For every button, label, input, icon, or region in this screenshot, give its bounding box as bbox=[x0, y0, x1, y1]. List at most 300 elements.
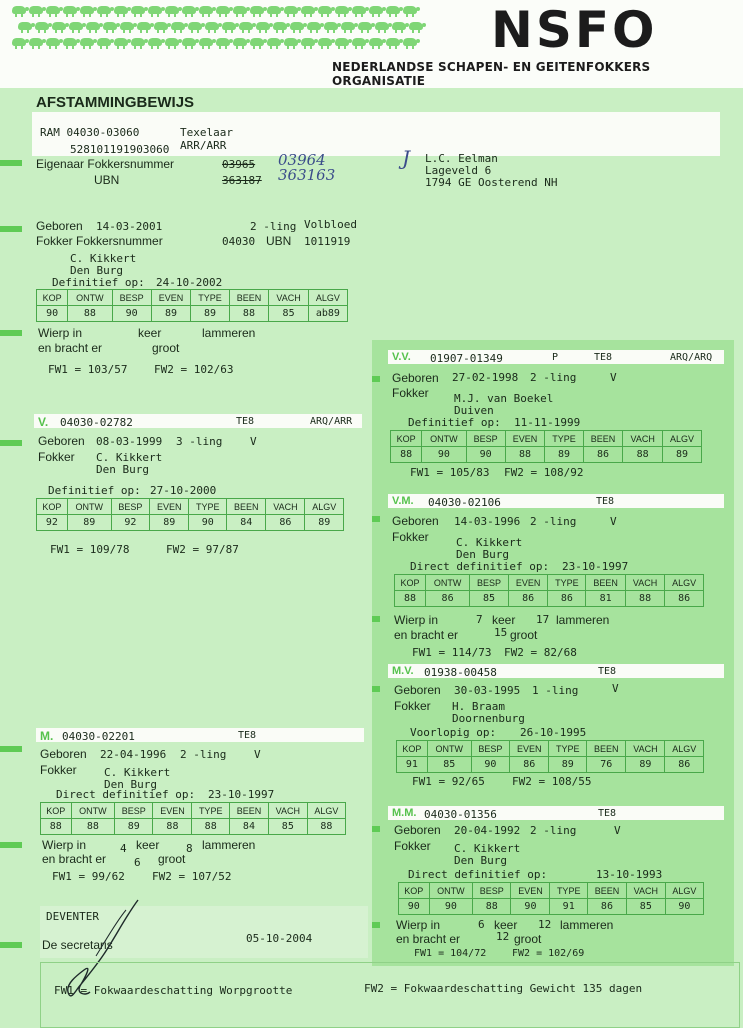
mm-groot-label: groot bbox=[514, 932, 542, 946]
vm-status: V bbox=[610, 515, 617, 528]
mother-keer-label: keer bbox=[136, 838, 160, 852]
mv-born-label: Geboren bbox=[394, 683, 441, 697]
score-header-cell: EVEN bbox=[151, 290, 191, 306]
mm-tag: M.M. bbox=[392, 807, 417, 819]
mother-tag: M. bbox=[40, 729, 54, 743]
litter-size: 2 -ling bbox=[250, 220, 297, 233]
vv-breeder-place: Duiven bbox=[454, 404, 494, 417]
vv-breeder-label: Fokker bbox=[392, 386, 429, 400]
mm-breeder-label: Fokker bbox=[394, 839, 431, 853]
score-value-cell: 90 bbox=[466, 447, 505, 463]
score-header-cell: ONTW bbox=[68, 290, 112, 306]
score-value-cell: 76 bbox=[587, 757, 626, 773]
score-value-cell: 89 bbox=[67, 515, 111, 531]
score-header-cell: TYPE bbox=[550, 883, 587, 899]
breeder-name: C. Kikkert bbox=[70, 252, 137, 265]
score-header-cell: BEEN bbox=[586, 575, 626, 591]
mother-breeder-label: Fokker bbox=[40, 763, 77, 777]
score-header-cell: ALGV bbox=[662, 431, 701, 447]
mother-breeder-place: Den Burg bbox=[104, 778, 157, 791]
sheep-icon bbox=[18, 22, 32, 30]
mother-id: 04030-02201 bbox=[62, 730, 135, 743]
score-header-cell: ONTW bbox=[71, 803, 115, 819]
mm-bracht-groot: 12 bbox=[496, 930, 510, 943]
mm-wierp-lammeren: 12 bbox=[538, 918, 552, 931]
father-fw2: FW2 = 97/87 bbox=[166, 543, 239, 556]
score-header-cell: BESP bbox=[473, 883, 511, 899]
mother-status: V bbox=[254, 748, 261, 761]
vm-keer-label: keer bbox=[492, 613, 516, 627]
sheep-icon bbox=[12, 38, 26, 46]
mother-fw1: FW1 = 99/62 bbox=[52, 870, 125, 883]
breeder-ubn: 1011919 bbox=[304, 235, 351, 248]
vv-final-date: 11-11-1999 bbox=[514, 416, 581, 429]
score-header-cell: KOP bbox=[37, 499, 68, 515]
father-breed: TE8 bbox=[236, 416, 255, 427]
sheep-icon bbox=[80, 38, 94, 46]
sheep-icon bbox=[256, 22, 270, 30]
score-header-cell: BESP bbox=[115, 803, 153, 819]
row-marker bbox=[372, 686, 380, 692]
sheep-icon bbox=[171, 22, 185, 30]
score-header-cell: EVEN bbox=[508, 575, 548, 591]
organisation-name: NEDERLANDSE SCHAPEN- EN GEITENFOKKERS ORGANISATIE bbox=[332, 60, 651, 88]
score-value-cell: 89 bbox=[549, 757, 587, 773]
ubn-label: UBN bbox=[94, 173, 120, 187]
mv-breeder-label: Fokker bbox=[394, 699, 431, 713]
score-value-cell: 90 bbox=[37, 306, 68, 322]
score-value-cell: 86 bbox=[587, 899, 626, 915]
animal-scrapie: ARR/ARR bbox=[180, 139, 227, 152]
animal-sex-id: RAM 04030-03060 bbox=[40, 126, 140, 139]
fw2-legend: FW2 = Fokwaardeschatting Gewicht 135 dagen bbox=[364, 982, 643, 995]
score-header-cell: TYPE bbox=[189, 499, 227, 515]
sheep-icon bbox=[301, 6, 315, 14]
mother-wierp-keer: 4 bbox=[120, 842, 127, 855]
father-scrapie: ARQ/ARR bbox=[310, 416, 353, 427]
mother-breed: TE8 bbox=[238, 730, 257, 741]
sheep-icon bbox=[182, 38, 196, 46]
fw2-value: FW2 = 102/63 bbox=[154, 363, 234, 376]
vv-fw1: FW1 = 105/83 bbox=[410, 466, 490, 479]
sheep-icon bbox=[222, 22, 236, 30]
sheep-icon bbox=[199, 6, 213, 14]
score-header-cell: VACH bbox=[266, 499, 305, 515]
score-value-cell: 92 bbox=[37, 515, 68, 531]
sheep-icon bbox=[165, 38, 179, 46]
mm-final-date: 13-10-1993 bbox=[596, 868, 663, 881]
score-header-cell: ALGV bbox=[665, 575, 704, 591]
mm-fw1: FW1 = 104/72 bbox=[414, 948, 487, 959]
animal-life-number: 528101191903060 bbox=[70, 143, 170, 156]
vm-wierp-label: Wierp in bbox=[394, 613, 439, 627]
sheep-icon bbox=[63, 6, 77, 14]
vm-final-label: Direct definitief op: bbox=[410, 560, 550, 573]
mother-born-label: Geboren bbox=[40, 747, 87, 761]
vm-lammeren-label: lammeren bbox=[556, 613, 610, 627]
sheep-icon bbox=[29, 38, 43, 46]
mm-breeder-name: C. Kikkert bbox=[454, 842, 521, 855]
vv-breed: TE8 bbox=[594, 352, 613, 363]
mv-tag: M.V. bbox=[392, 665, 414, 677]
vm-fw1: FW1 = 114/73 bbox=[412, 646, 492, 659]
mv-score-table bbox=[396, 740, 704, 773]
vv-scrapie: ARQ/ARQ bbox=[670, 352, 713, 363]
score-value-cell: 89 bbox=[191, 306, 229, 322]
sheep-icon bbox=[86, 22, 100, 30]
vm-final-date: 23-10-1997 bbox=[562, 560, 629, 573]
mv-status: V bbox=[612, 682, 619, 695]
mother-litter: 2 -ling bbox=[180, 748, 227, 761]
sheep-icon bbox=[307, 22, 321, 30]
row-marker bbox=[0, 942, 22, 948]
sheep-row bbox=[12, 6, 417, 14]
sheep-icon bbox=[273, 22, 287, 30]
score-header-cell: KOP bbox=[41, 803, 72, 819]
final-label: Definitief op: bbox=[52, 276, 145, 289]
sheep-icon bbox=[120, 22, 134, 30]
vm-fw2: FW2 = 82/68 bbox=[504, 646, 577, 659]
final-date: 24-10-2002 bbox=[156, 276, 223, 289]
father-status: V bbox=[250, 435, 257, 448]
vm-wierp-lammeren: 17 bbox=[536, 613, 550, 626]
score-value-cell: 89 bbox=[150, 515, 189, 531]
score-value-cell: 88 bbox=[71, 819, 115, 835]
score-value-cell: 86 bbox=[508, 591, 548, 607]
mm-wierp-label: Wierp in bbox=[396, 918, 441, 932]
mv-final-date: 26-10-1995 bbox=[520, 726, 587, 739]
sheep-icon bbox=[369, 38, 383, 46]
fw1-value: FW1 = 103/57 bbox=[48, 363, 128, 376]
score-header-cell: BESP bbox=[111, 499, 150, 515]
sheep-row bbox=[18, 22, 423, 30]
score-value-cell: 88 bbox=[192, 819, 229, 835]
vv-born-date: 27-02-1998 bbox=[452, 371, 519, 384]
score-value-cell: 88 bbox=[391, 447, 422, 463]
mm-born-date: 20-04-1992 bbox=[454, 824, 521, 837]
vv-id: 01907-01349 bbox=[430, 352, 503, 365]
vv-breeder-name: M.J. van Boekel bbox=[454, 392, 554, 405]
vv-score-table bbox=[390, 430, 702, 463]
mother-final-date: 23-10-1997 bbox=[208, 788, 275, 801]
score-header-cell: ALGV bbox=[665, 883, 703, 899]
mother-score-table bbox=[40, 802, 346, 835]
score-header-cell: VACH bbox=[269, 290, 309, 306]
mm-bracht-label: en bracht er bbox=[396, 932, 461, 946]
mm-lammeren-label: lammeren bbox=[560, 918, 614, 932]
signature-date: 05-10-2004 bbox=[246, 932, 313, 945]
score-value-cell: 88 bbox=[625, 591, 664, 607]
score-value-cell: 89 bbox=[545, 447, 583, 463]
owner-number-handwritten: 03964 bbox=[278, 151, 326, 169]
score-header-cell: ALGV bbox=[665, 741, 704, 757]
score-value-cell: 86 bbox=[548, 591, 586, 607]
score-header-cell: KOP bbox=[395, 575, 426, 591]
score-header-cell: TYPE bbox=[191, 290, 229, 306]
sheep-icon bbox=[97, 38, 111, 46]
score-header-cell: KOP bbox=[397, 741, 428, 757]
sheep-icon bbox=[29, 6, 43, 14]
fw1-legend: FW1 = Fokwaardeschatting Worpgrootte bbox=[54, 984, 293, 997]
sheep-icon bbox=[114, 6, 128, 14]
score-value-cell: 86 bbox=[665, 591, 704, 607]
mv-breeder-place: Doornenburg bbox=[452, 712, 525, 725]
score-header-cell: EVEN bbox=[510, 741, 549, 757]
sheep-icon bbox=[335, 6, 349, 14]
score-value-cell: 85 bbox=[268, 819, 307, 835]
mother-groot-label: groot bbox=[158, 852, 186, 866]
sheep-icon bbox=[233, 38, 247, 46]
row-marker bbox=[0, 160, 22, 166]
score-value-cell: 86 bbox=[266, 515, 305, 531]
sheep-icon bbox=[250, 38, 264, 46]
sheep-icon bbox=[386, 6, 400, 14]
row-marker bbox=[0, 746, 22, 752]
mother-bracht-label: en bracht er bbox=[42, 852, 107, 866]
owner-city: 1794 GE Oosterend NH bbox=[425, 176, 558, 189]
score-header-cell: KOP bbox=[37, 290, 68, 306]
score-header-cell: ALGV bbox=[308, 290, 347, 306]
score-header-cell: EVEN bbox=[511, 883, 550, 899]
ubn-handwritten: 363163 bbox=[278, 166, 336, 184]
row-marker bbox=[372, 516, 380, 522]
score-header-cell: VACH bbox=[625, 575, 664, 591]
sheep-icon bbox=[52, 22, 66, 30]
signature-place: DEVENTER bbox=[46, 910, 99, 923]
sheep-icon bbox=[12, 6, 26, 14]
score-value-cell: 88 bbox=[307, 819, 345, 835]
sheep-icon bbox=[199, 38, 213, 46]
score-value-cell: 90 bbox=[471, 757, 510, 773]
owner-number-printed: 03965 bbox=[222, 158, 256, 171]
score-header-cell: TYPE bbox=[549, 741, 587, 757]
sheep-icon bbox=[267, 6, 281, 14]
mm-status: V bbox=[614, 824, 621, 837]
father-born-date: 08-03-1999 bbox=[96, 435, 163, 448]
mm-final-label: Direct definitief op: bbox=[408, 868, 548, 881]
score-header-cell: ALGV bbox=[307, 803, 345, 819]
sheep-icon bbox=[137, 22, 151, 30]
score-value-cell: 88 bbox=[473, 899, 511, 915]
score-value-cell: 86 bbox=[583, 447, 623, 463]
vv-final-label: Definitief op: bbox=[408, 416, 501, 429]
sheep-icon bbox=[154, 22, 168, 30]
sheep-icon bbox=[341, 22, 355, 30]
mv-litter: 1 -ling bbox=[532, 684, 579, 697]
sheep-icon bbox=[318, 38, 332, 46]
mother-born-date: 22-04-1996 bbox=[100, 748, 167, 761]
mother-breeder-name: C. Kikkert bbox=[104, 766, 171, 779]
score-value-cell: 89 bbox=[662, 447, 701, 463]
score-value-cell: 86 bbox=[426, 591, 470, 607]
father-breeder-place: Den Burg bbox=[96, 463, 149, 476]
sheep-icon bbox=[375, 22, 389, 30]
sheep-icon bbox=[267, 38, 281, 46]
sheep-icon bbox=[335, 38, 349, 46]
father-breeder-label: Fokker bbox=[38, 450, 75, 464]
sheep-icon bbox=[284, 38, 298, 46]
score-header-cell: TYPE bbox=[548, 575, 586, 591]
score-value-cell: 91 bbox=[397, 757, 428, 773]
score-value-cell: 91 bbox=[550, 899, 587, 915]
score-value-cell: ab89 bbox=[308, 306, 347, 322]
vv-fw2: FW2 = 108/92 bbox=[504, 466, 584, 479]
father-id: 04030-02782 bbox=[60, 416, 133, 429]
row-marker bbox=[0, 440, 22, 446]
owner-label: Eigenaar Fokkersnummer bbox=[36, 157, 175, 171]
row-marker bbox=[372, 616, 380, 622]
sheep-icon bbox=[63, 38, 77, 46]
score-header-cell: VACH bbox=[626, 883, 665, 899]
mv-id: 01938-00458 bbox=[424, 666, 497, 679]
vm-breeder-place: Den Burg bbox=[456, 548, 509, 561]
vv-tag: V.V. bbox=[392, 351, 411, 363]
vv-status: V bbox=[610, 371, 617, 384]
keer-label: keer bbox=[138, 326, 162, 340]
score-header-cell: TYPE bbox=[545, 431, 583, 447]
sheep-icon bbox=[46, 6, 60, 14]
row-marker bbox=[0, 330, 22, 336]
row-marker bbox=[372, 826, 380, 832]
vm-score-table bbox=[394, 574, 704, 607]
lammeren-label: lammeren bbox=[202, 326, 256, 340]
vm-tag: V.M. bbox=[392, 495, 414, 507]
sheep-icon bbox=[392, 22, 406, 30]
sheep-icon bbox=[216, 38, 230, 46]
document-title: AFSTAMMINGBEWIJS bbox=[36, 94, 195, 111]
vm-breeder-label: Fokker bbox=[392, 530, 429, 544]
score-header-cell: VACH bbox=[626, 741, 665, 757]
vm-breeder-name: C. Kikkert bbox=[456, 536, 523, 549]
score-value-cell: 85 bbox=[427, 757, 471, 773]
vm-breed: TE8 bbox=[596, 496, 615, 507]
score-value-cell: 88 bbox=[623, 447, 663, 463]
score-header-cell: VACH bbox=[623, 431, 663, 447]
mm-born-label: Geboren bbox=[394, 823, 441, 837]
mm-litter: 2 -ling bbox=[530, 824, 577, 837]
row-marker bbox=[0, 226, 22, 232]
score-value-cell: 88 bbox=[153, 819, 192, 835]
score-header-cell: BEEN bbox=[229, 290, 269, 306]
row-marker bbox=[372, 922, 380, 928]
bracht-label: en bracht er bbox=[38, 341, 103, 355]
mother-lammeren-label: lammeren bbox=[202, 838, 256, 852]
born-date: 14-03-2001 bbox=[96, 220, 163, 233]
score-header-cell: BEEN bbox=[229, 803, 268, 819]
score-value-cell: 88 bbox=[505, 447, 545, 463]
vm-id: 04030-02106 bbox=[428, 496, 501, 509]
sheep-icon bbox=[233, 6, 247, 14]
volbloed-label: Volbloed bbox=[304, 218, 357, 231]
wierp-label: Wierp in bbox=[38, 326, 83, 340]
score-value-cell: 81 bbox=[586, 591, 626, 607]
score-value-cell: 89 bbox=[151, 306, 191, 322]
breeder-label: Fokker Fokkersnummer bbox=[36, 234, 163, 248]
sheep-icon bbox=[97, 6, 111, 14]
score-value-cell: 85 bbox=[470, 591, 509, 607]
breeder-place: Den Burg bbox=[70, 264, 123, 277]
sheep-icon bbox=[284, 6, 298, 14]
score-header-cell: KOP bbox=[391, 431, 422, 447]
score-header-cell: BESP bbox=[471, 741, 510, 757]
sheep-icon bbox=[188, 22, 202, 30]
score-header-cell: BESP bbox=[112, 290, 151, 306]
score-header-cell: ONTW bbox=[426, 575, 470, 591]
score-value-cell: 88 bbox=[229, 306, 269, 322]
score-value-cell: 88 bbox=[41, 819, 72, 835]
animal-score-table bbox=[36, 289, 348, 322]
sheep-icon bbox=[165, 6, 179, 14]
animal-breed: Texelaar bbox=[180, 126, 233, 139]
mm-keer-label: keer bbox=[494, 918, 518, 932]
score-value-cell: 89 bbox=[115, 819, 153, 835]
vm-wierp-keer: 7 bbox=[476, 613, 483, 626]
nsfo-logo: NSFO bbox=[491, 1, 658, 59]
father-fw1: FW1 = 109/78 bbox=[50, 543, 130, 556]
mv-fw1: FW1 = 92/65 bbox=[412, 775, 485, 788]
sheep-icon bbox=[358, 22, 372, 30]
born-label: Geboren bbox=[36, 219, 83, 233]
score-value-cell: 85 bbox=[269, 306, 309, 322]
mm-score-table bbox=[398, 882, 704, 915]
sheep-icon bbox=[386, 38, 400, 46]
score-value-cell: 90 bbox=[665, 899, 703, 915]
sheep-icon bbox=[301, 38, 315, 46]
sheep-icon bbox=[35, 22, 49, 30]
score-header-cell: EVEN bbox=[150, 499, 189, 515]
sheep-icon bbox=[239, 22, 253, 30]
score-value-cell: 92 bbox=[111, 515, 150, 531]
sheep-icon bbox=[216, 6, 230, 14]
score-header-cell: TYPE bbox=[192, 803, 229, 819]
vm-litter: 2 -ling bbox=[530, 515, 577, 528]
father-final-label: Definitief op: bbox=[48, 484, 141, 497]
score-value-cell: 90 bbox=[511, 899, 550, 915]
vv-mark: P bbox=[552, 352, 559, 363]
score-header-cell: BEEN bbox=[587, 883, 626, 899]
sheep-icon bbox=[409, 22, 423, 30]
sheep-icon bbox=[182, 6, 196, 14]
sheep-icon bbox=[131, 38, 145, 46]
score-value-cell: 90 bbox=[399, 899, 430, 915]
score-header-cell: BEEN bbox=[587, 741, 626, 757]
score-header-cell: BEEN bbox=[227, 499, 266, 515]
vm-groot-label: groot bbox=[510, 628, 538, 642]
sheep-icon bbox=[250, 6, 264, 14]
mv-born-date: 30-03-1995 bbox=[454, 684, 521, 697]
mm-id: 04030-01356 bbox=[424, 808, 497, 821]
father-tag: V. bbox=[38, 415, 49, 429]
sheep-icon bbox=[46, 38, 60, 46]
sheep-icon bbox=[103, 22, 117, 30]
sheep-icon bbox=[290, 22, 304, 30]
father-final-date: 27-10-2000 bbox=[150, 484, 217, 497]
sheep-icon bbox=[205, 22, 219, 30]
row-marker bbox=[372, 376, 380, 382]
ubn-printed: 363187 bbox=[222, 174, 262, 187]
mm-breed: TE8 bbox=[598, 808, 617, 819]
sheep-row bbox=[12, 38, 417, 46]
father-litter: 3 -ling bbox=[176, 435, 223, 448]
mother-final-label: Direct definitief op: bbox=[56, 788, 196, 801]
score-value-cell: 89 bbox=[626, 757, 665, 773]
sheep-icon bbox=[324, 22, 338, 30]
score-header-cell: BESP bbox=[466, 431, 505, 447]
score-value-cell: 89 bbox=[305, 515, 344, 531]
sheep-icon bbox=[369, 6, 383, 14]
sheep-icon bbox=[114, 38, 128, 46]
score-value-cell: 90 bbox=[422, 447, 466, 463]
